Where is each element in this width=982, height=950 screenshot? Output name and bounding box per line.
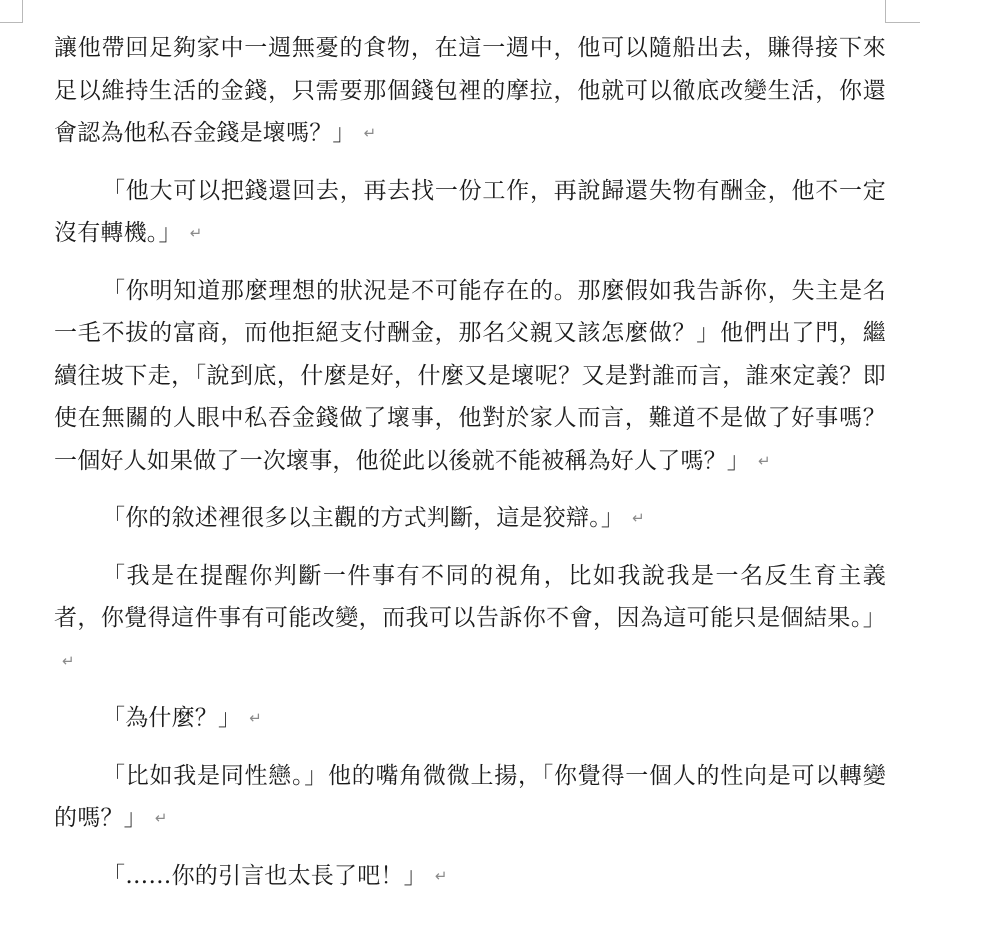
paragraph-5 bbox=[54, 555, 886, 683]
paragraph-mark-icon: ↵ bbox=[189, 224, 203, 242]
document-body[interactable] bbox=[54, 27, 886, 912]
paragraph-4 bbox=[54, 497, 886, 540]
paragraph-text: 讓他帶回足夠家中一週無憂的食物，在這一週中，他可以隨船出去，賺得接下來足以維持生活的金錢，只需要那個錢包裡的摩拉，他就可以徹底改變生活，你還會認為他私吞金錢是壞嗎？」 bbox=[54, 35, 886, 146]
paragraph-mark-icon: ↵ bbox=[363, 124, 377, 142]
page-corner-mark-top-right bbox=[885, 0, 920, 23]
paragraph-text: 「你明知道那麼理想的狀況是不可能存在的。那麼假如我告訴你，失主是名一毛不拔的富商，而他拒絕支付酬金，那名父親又該怎麼做？」他們出了門，繼續往坡下走，「說到底，什麼是好，什麼又是壞呢？又是對誰而言，誰來定義？即使在無關的人眼中私吞金錢做了壞事，他對於家人而言，難道不是做了好事嗎？一個好人如果做了一次壞事，他從此以後就不能被稱為好人了嗎？」 bbox=[54, 277, 886, 474]
paragraph-mark-icon: ↵ bbox=[758, 451, 771, 470]
paragraph-text: 「比如我是同性戀。」他的嘴角微微上揚，「你覺得一個人的性向是可以轉變的嗎？」 bbox=[54, 762, 886, 831]
paragraph-text: 「為什麼？」 bbox=[102, 705, 242, 731]
paragraph-mark-icon: ↵ bbox=[632, 509, 645, 527]
paragraph-2 bbox=[54, 170, 886, 255]
paragraph-mark-icon: ↵ bbox=[154, 809, 168, 827]
paragraph-mark-icon: ↵ bbox=[434, 866, 448, 885]
paragraph-8 bbox=[54, 855, 886, 898]
page-corner-mark-top-left bbox=[0, 0, 23, 23]
paragraph-mark-icon: ↵ bbox=[249, 709, 262, 727]
paragraph-6 bbox=[54, 697, 886, 740]
paragraph-text: 「你的敘述裡很多以主觀的方式判斷，這是狡辯。」 bbox=[102, 505, 625, 531]
paragraph-mark-icon: ↵ bbox=[62, 651, 75, 670]
paragraph-1 bbox=[54, 27, 886, 155]
paragraph-text: 「我是在提醒你判斷一件事有不同的視角，比如我說我是一名反生育主義者，你覺得這件事有可能改變，而我可以告訴你不會，因為這可能只是個結果。」 bbox=[54, 562, 886, 631]
paragraph-7 bbox=[54, 755, 886, 840]
paragraph-3 bbox=[54, 270, 886, 483]
paragraph-text: 「……你的引言也太長了吧！」 bbox=[102, 862, 427, 889]
paragraph-text: 「他大可以把錢還回去，再去找一份工作，再說歸還失物有酬金，他不一定沒有轉機。」 bbox=[54, 177, 886, 246]
